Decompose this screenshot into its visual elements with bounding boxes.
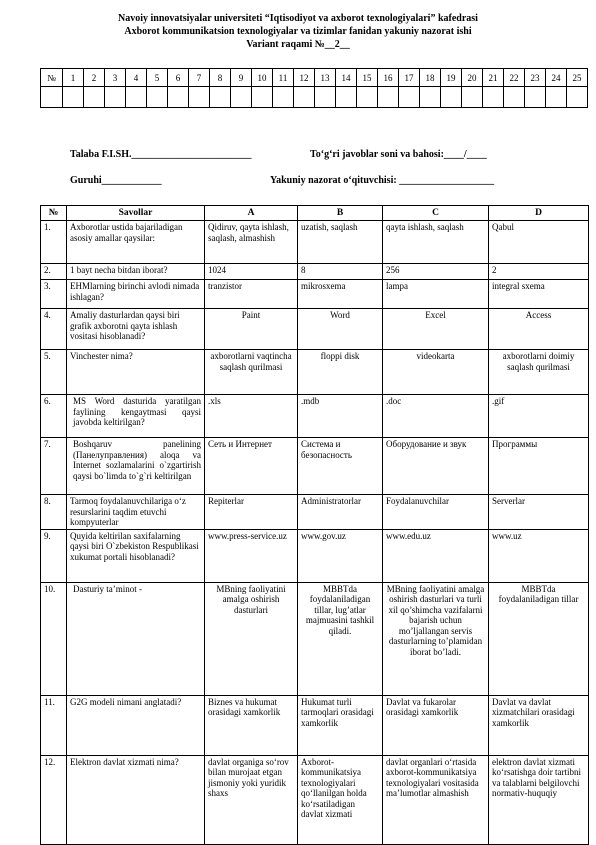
answer-grid-number-cell: 11 [273,69,294,87]
answer-grid-blank-cell [231,87,252,108]
answer-grid-number-cell: 7 [189,69,210,87]
header-number: № [41,206,67,221]
question-row [41,395,589,438]
option-d: axborotlarni doimiy saqlash qurilmasi [489,350,589,395]
question-text: G2G modeli nimani anglatadi? [67,695,205,755]
answer-grid-number-cell: 12 [294,69,315,87]
answer-grid-number-cell: 13 [315,69,336,87]
answer-grid-blank-cell [63,87,84,108]
answer-grid-blank-cell [315,87,336,108]
answer-grid-blank-cell [525,87,546,108]
question-row [41,695,589,755]
group-line: Guruhi____________ [70,175,162,186]
question-row [41,309,589,350]
question-row [41,529,589,582]
option-a: .xls [205,395,298,438]
option-b: Axborot-kommunikatsiya texnologiyalari qo‘llanilgan holda ko‘rsatiladigan davlat xizmati [298,755,383,844]
answer-grid-blank-cell [126,87,147,108]
answer-grid-number-cell: 23 [525,69,546,87]
answer-grid-blank-cell [504,87,525,108]
option-d: Serverlar [489,495,589,530]
answer-grid-number-cell: 22 [504,69,525,87]
question-number: 5. [41,350,67,395]
answer-grid-number-cell: 8 [210,69,231,87]
answer-grid-numbers-row [41,69,588,87]
score-line: To‘g‘ri javoblar soni va bahosi:____/____ [310,149,487,160]
answer-grid-number-cell: 10 [252,69,273,87]
option-c: Оборудование и звук [383,438,489,495]
question-text: MS Word dasturida yaratilgan faylining kengaytmasi qaysi javobda keltirilgan? [67,395,205,438]
option-b: Administratorlar [298,495,383,530]
option-a: davlat organiga so‘rov bilan murojaat etgan jismoniy yoki yuridik shaxs [205,755,298,844]
answer-grid-blank-row [41,87,588,108]
option-d: Программы [489,438,589,495]
option-a: axborotlarni vaqtincha saqlash qurilmasi [205,350,298,395]
question-text: EHMlarning birinchi avlodi nimada ishlagan? [67,280,205,309]
question-number: 9. [41,529,67,582]
option-d: Access [489,309,589,350]
university-title: Navoiy innovatsiyalar universiteti “Iqtisodiyot va axborot texnologiyalari” kafedrasi [118,13,478,24]
question-number: 11. [41,695,67,755]
answer-grid-number-cell: 5 [147,69,168,87]
answer-grid-blank-cell [105,87,126,108]
option-a: Paint [205,309,298,350]
question-row [41,350,589,395]
question-number: 12. [41,755,67,844]
answer-grid-number-cell: 16 [378,69,399,87]
question-number: 6. [41,395,67,438]
answer-grid-blank-cell [567,87,588,108]
question-text: Axborotlar ustida bajariladigan asosiy amallar qaysilar: [67,221,205,264]
question-number: 8. [41,495,67,530]
option-a: Сеть и Интернет [205,438,298,495]
answer-grid-number-cell: 2 [84,69,105,87]
header-option-b: B [298,206,383,221]
option-d: elektron davlat xizmati ko‘rsatishga doir tartibni va talablarni belgilovchi normativ-huquqiy [489,755,589,844]
question-number: 10. [41,582,67,695]
option-c: davlat organlari o‘rtasida axborot-kommunikatsiya texnologiyalari vositasida ma’lumotlar almashish [383,755,489,844]
answer-grid-blank-cell [147,87,168,108]
answer-grid-number-cell: 9 [231,69,252,87]
option-b: Hukumat turli tarmoqlari orasidagi xamkorlik [298,695,383,755]
option-b: uzatish, saqlash [298,221,383,264]
answer-grid-blank-cell [168,87,189,108]
answer-grid-number-cell: 25 [567,69,588,87]
answer-grid-blank-cell [294,87,315,108]
answer-grid-blank-cell [189,87,210,108]
option-d: integral sxema [489,280,589,309]
answer-grid [40,68,588,108]
option-a: tranzistor [205,280,298,309]
option-a: Repiterlar [205,495,298,530]
answer-grid-number-cell: 3 [105,69,126,87]
answer-grid-blank-cell [420,87,441,108]
header-option-c: C [383,206,489,221]
question-number: 7. [41,438,67,495]
option-c: 256 [383,264,489,280]
answer-grid-number-cell: 1 [63,69,84,87]
option-b: .mdb [298,395,383,438]
option-a: Biznes va hukumat orasidagi xamkorlik [205,695,298,755]
header-option-d: D [489,206,589,221]
question-row [41,438,589,495]
option-b: www.gov.uz [298,529,383,582]
answer-grid-number-cell: 17 [399,69,420,87]
question-number: 3. [41,280,67,309]
questions-header-row [41,206,589,221]
option-b: mikrosxema [298,280,383,309]
answer-grid-blank-cell [273,87,294,108]
question-row [41,264,589,280]
answer-grid-blank-cell [483,87,504,108]
option-a: www.press-service.uz [205,529,298,582]
question-row [41,280,589,309]
answer-grid-blank-cell [378,87,399,108]
answer-grid-number-cell: 20 [462,69,483,87]
question-number: 1. [41,221,67,264]
option-c: www.edu.uz [383,529,489,582]
option-a: 1024 [205,264,298,280]
question-text: Boshqaruv panelining (Панелуправления) aloqa va Internet sozlamalarini o`zgartirish qaysi bo`limda to`g`ri keltirilgan [67,438,205,495]
question-number: 4. [41,309,67,350]
option-c: MBning faoliyatini amalga oshirish dasturlari va turli xil qo’shimcha vazifalarni bajarish uchun mo’ljallangan servis dasturlarning to’plamidan iborat bo’ladi. [383,582,489,695]
answer-grid-number-cell: 6 [168,69,189,87]
option-d: .gif [489,395,589,438]
question-row [41,495,589,530]
answer-grid-number-cell: 15 [357,69,378,87]
answer-grid-number-cell: 19 [441,69,462,87]
question-text: 1 bayt necha bitdan iborat? [67,264,205,280]
answer-grid-number-cell: 24 [546,69,567,87]
answer-grid-blank-cell [84,87,105,108]
option-b: MBBTda foydalaniladigan tillar, lug’atlar majmuasini tashkil qiladi. [298,582,383,695]
answer-grid-blank-cell [399,87,420,108]
answer-grid-blank-cell [546,87,567,108]
teacher-line: Yakuniy nazorat o‘qituvchisi: ___________________ [270,175,495,186]
question-text: Tarmoq foydalanuvchilariga o‘z resurslarini taqdim etuvchi kompyuterlar [67,495,205,530]
answer-grid-blank-cell [441,87,462,108]
question-row [41,755,589,844]
answer-grid-number-cell: 14 [336,69,357,87]
question-row [41,221,589,264]
option-c: Excel [383,309,489,350]
header-option-a: A [205,206,298,221]
option-c: .doc [383,395,489,438]
option-d: Davlat va davlat xizmatchilari orasidagi xamkorlik [489,695,589,755]
question-text: Vinchester nima? [67,350,205,395]
questions-table [40,205,589,845]
answer-grid-blank-cell [210,87,231,108]
option-d: MBBTda foydalaniladigan tillar [489,582,589,695]
option-d: www.uz [489,529,589,582]
question-text: Elektron davlat xizmati nima? [67,755,205,844]
option-a: Qidiruv, qayta ishlash, saqlash, almashish [205,221,298,264]
question-number: 2. [41,264,67,280]
header-questions: Savollar [67,206,205,221]
student-name-line: Talaba F.I.SH.________________________ [70,149,252,160]
answer-grid-blank-cell [41,87,63,108]
option-c: lampa [383,280,489,309]
option-c: videokarta [383,350,489,395]
option-b: Word [298,309,383,350]
question-text: Amaliy dasturlardan qaysi biri grafik axborotni qayta ishlash vositasi hisoblanadi? [67,309,205,350]
question-text: Dasturiy ta’minot - [67,582,205,695]
answer-grid-blank-cell [252,87,273,108]
option-d: 2 [489,264,589,280]
option-d: Qabul [489,221,589,264]
exam-title: Axborot kommunikatsion texnologiyalar va tizimlar fanidan yakuniy nazorat ishi [124,26,472,37]
answer-grid-blank-cell [357,87,378,108]
option-c: qayta ishlash, saqlash [383,221,489,264]
option-b: 8 [298,264,383,280]
document-header [0,12,596,51]
question-text: Quyida keltirilan saxifalarning qaysi biri O`zbekiston Respublikasi xukumat portali hisoblanadi? [67,529,205,582]
option-b: Система и безопасность [298,438,383,495]
answer-grid-number-cell: 21 [483,69,504,87]
answer-grid-number-header: № [41,69,63,87]
answer-grid-number-cell: 18 [420,69,441,87]
option-c: Davlat va fukarolar orasidagi xamkorlik [383,695,489,755]
option-c: Foydalanuvchilar [383,495,489,530]
answer-grid-number-cell: 4 [126,69,147,87]
question-row [41,582,589,695]
answer-grid-blank-cell [462,87,483,108]
variant-number: Variant raqami №__2__ [246,39,350,50]
option-b: floppi disk [298,350,383,395]
option-a: MBning faoliyatini amalga oshirish dasturlari [205,582,298,695]
answer-grid-blank-cell [336,87,357,108]
